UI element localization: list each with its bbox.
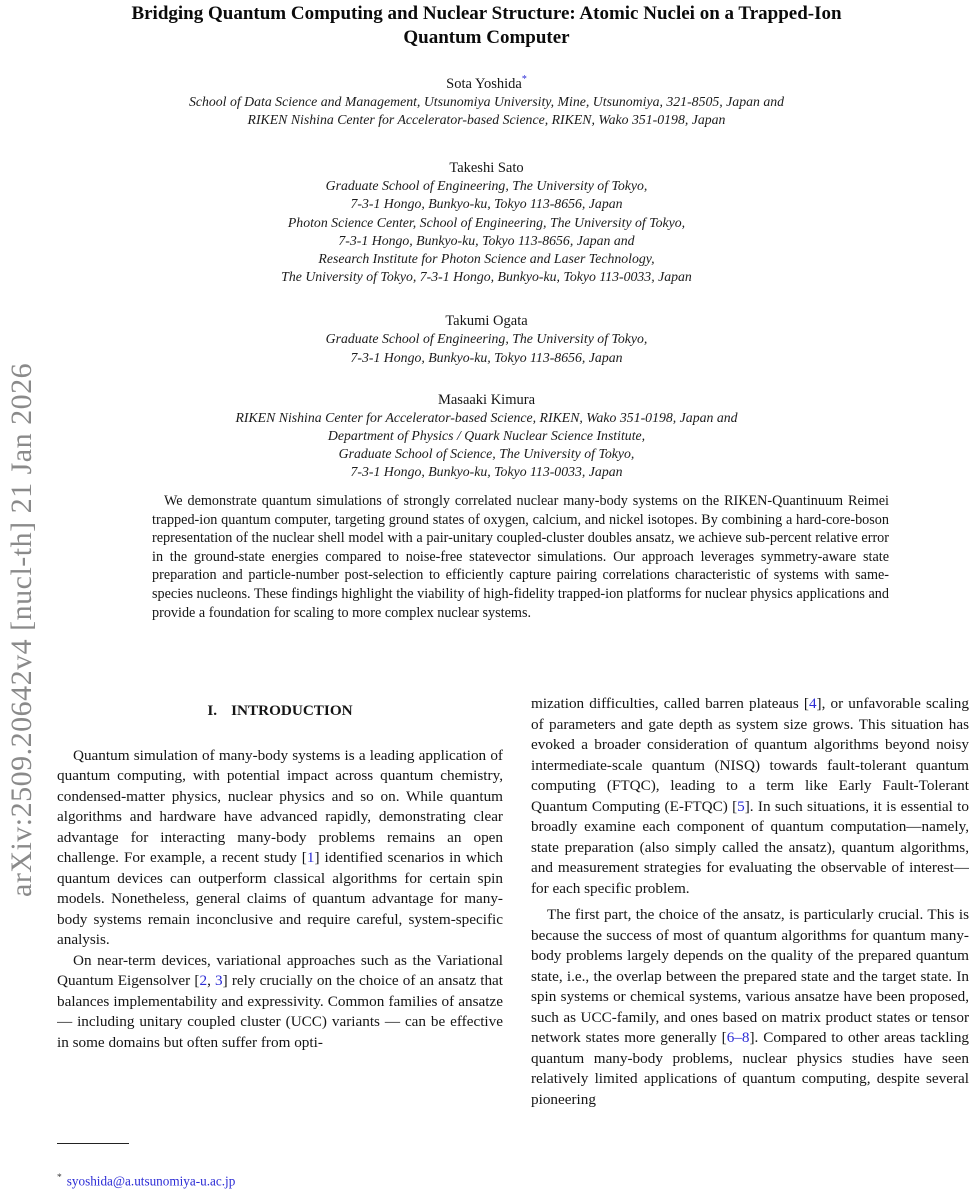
citation-link[interactable]: 6–8 xyxy=(726,1029,750,1046)
citation-link[interactable]: 1 xyxy=(306,849,315,866)
author-name: Takumi Ogata xyxy=(445,313,528,330)
text-segment: ]. Compared to other areas tackling quantum many-body problems, nuclear physics studies have seen relatively limited applications of quantum computing, despite several pioneering xyxy=(531,1029,969,1108)
text-segment: On near-term devices, variational approaches such as the Variational Quantum Eigensolver [ xyxy=(57,951,503,989)
paragraph xyxy=(531,905,969,1110)
author-block xyxy=(30,391,943,482)
paragraph xyxy=(531,694,969,899)
citation-link[interactable]: 3 xyxy=(215,972,223,989)
affiliation-line: 7-3-1 Hongo, Bunkyo-ku, Tokyo 113-8656, Japan and xyxy=(338,232,635,248)
section-title: INTRODUCTION xyxy=(231,702,353,719)
text-segment: ]. In such situations, it is essential to broadly examine each component of quantum computation—namely, state preparation (also simply called the ansatz), quantum algorithms, and measurement strategies for evaluating the observable of interest—for each specific problem. xyxy=(531,797,969,897)
footnote-marker: * xyxy=(57,1173,62,1183)
author-block xyxy=(30,312,943,366)
paper-header xyxy=(30,0,943,482)
footnote xyxy=(57,1173,235,1189)
text-segment: mization difficulties, called barren plateaus [ xyxy=(531,695,809,712)
author-name: Sota Yoshida* xyxy=(446,74,527,92)
affiliation-line: RIKEN Nishina Center for Accelerator-based Science, RIKEN, Wako 351-0198, Japan and xyxy=(235,409,738,425)
affiliation-line: Department of Physics / Quark Nuclear Science Institute, xyxy=(327,428,646,444)
abstract-text: We demonstrate quantum simulations of strongly correlated nuclear many-body systems on the RIKEN-Quantinuum Reimei trapped-ion quantum computer, targeting ground states of oxygen, calcium, and nickel isotopes. By combining a hard-core-boson representation of the nuclear shell model with a pair-unitary coupled-cluster doubles ansatz, we achieve sub-percent relative error in the ground-state energies compared to noise-free statevector simulations. Our approach leverages symmetry-aware state preparation and particle-number post-selection to efficiently capture pairing correlations characteristic of systems with same-species nucleons. These findings highlight the viability of high-fidelity trapped-ion platforms for nuclear physics applications and provide a foundation for scaling to more complex nuclear systems. xyxy=(152,493,889,621)
left-column xyxy=(57,696,503,1120)
affiliation-line: The University of Tokyo, 7-3-1 Hongo, Bunkyo-ku, Tokyo 113-0033, Japan xyxy=(281,269,692,285)
text-segment: , xyxy=(207,972,216,989)
footnote-divider xyxy=(57,1143,129,1144)
author-block xyxy=(30,159,943,286)
text-segment: ] identified scenarios in which quantum devices can outperform classical algorithms for certain spin models. Nonetheless, general claims of quantum advantage for many-body systems remain inconclusive and require careful, system-specific analysis. xyxy=(57,849,503,948)
author-name: Takeshi Sato xyxy=(449,160,524,177)
affiliation-line: School of Data Science and Management, Utsunomiya University, Mine, Utsunomiya, 321-8505, Japan and xyxy=(188,93,785,109)
citation-link[interactable]: 5 xyxy=(737,797,745,815)
arxiv-watermark: arXiv:2509.20642v4 [nucl-th] 21 Jan 2026 xyxy=(5,362,38,898)
citation-link[interactable]: 4 xyxy=(808,695,817,712)
affiliation-line: Graduate School of Engineering, The University of Tokyo, xyxy=(325,331,648,347)
author-name: Masaaki Kimura xyxy=(437,391,536,408)
author-block xyxy=(30,71,943,129)
citation-link[interactable]: 2 xyxy=(199,972,208,989)
author-footnote-marker[interactable]: * xyxy=(521,74,527,85)
right-column xyxy=(531,694,969,1198)
affiliation-line: Graduate School of Engineering, The University of Tokyo, xyxy=(325,178,648,194)
section-number: I. xyxy=(207,702,218,719)
affiliation-line: Graduate School of Science, The University of Tokyo, xyxy=(338,446,635,462)
text-segment: The first part, the choice of the ansatz, is particularly crucial. This is because the success of most of quantum algorithms for quantum many-body problems largely depends on the quality of the prepared quantum state, i.e., the overlap between the prepared state and the target state. In spin systems or chemical systems, various ansatze have been proposed, such as UCC-family, and ones based on matrix product states or tensor network states more generally [ xyxy=(531,906,969,1046)
paragraph xyxy=(57,746,503,951)
email-link[interactable]: syoshida@a.utsunomiya-u.ac.jp xyxy=(66,1173,236,1189)
affiliation-line: 7-3-1 Hongo, Bunkyo-ku, Tokyo 113-8656, Japan xyxy=(350,349,623,365)
affiliation-line: RIKEN Nishina Center for Accelerator-based Science, RIKEN, Wako 351-0198, Japan xyxy=(247,112,726,128)
paragraph xyxy=(57,951,503,1054)
text-segment: ], or unfavorable scaling of parameters and gate depth as system size grows. This situation has evoked a broader consideration of quantum algorithms beyond noisy intermediate-scale quantum (NISQ) towards fault-tolerant quantum computing (FTQC), leading to a term like Early Fault-Tolerant Quantum Computing (E-FTQC) [ xyxy=(531,695,969,815)
text-segment: Quantum simulation of many-body systems is a leading application of quantum computing, with potential impact across quantum chemistry, condensed-matter physics, nuclear physics and so on. While quantum algorithms and hardware have advanced rapidly, demonstrating clear advantage for interacting many-body problems remains an open challenge. For example, a recent study [ xyxy=(57,746,503,866)
affiliation-line: Photon Science Center, School of Engineering, The University of Tokyo, xyxy=(287,214,686,230)
affiliation-line: Research Institute for Photon Science and Laser Technology, xyxy=(318,251,655,267)
affiliation-line: 7-3-1 Hongo, Bunkyo-ku, Tokyo 113-0033, Japan xyxy=(350,464,623,480)
affiliation-line: 7-3-1 Hongo, Bunkyo-ku, Tokyo 113-8656, Japan xyxy=(350,196,623,212)
paper-title: Bridging Quantum Computing and Nuclear Structure: Atomic Nuclei on a Trapped-Ion Quantum Computer xyxy=(131,3,842,48)
text-segment: ] rely crucially on the choice of an ansatz that balances implementability and expressivity. Common families of ansatze — including unitary coupled cluster (UCC) variants — can be effective in some domains but often suffer from opti- xyxy=(57,972,503,1051)
section-heading xyxy=(57,701,503,722)
